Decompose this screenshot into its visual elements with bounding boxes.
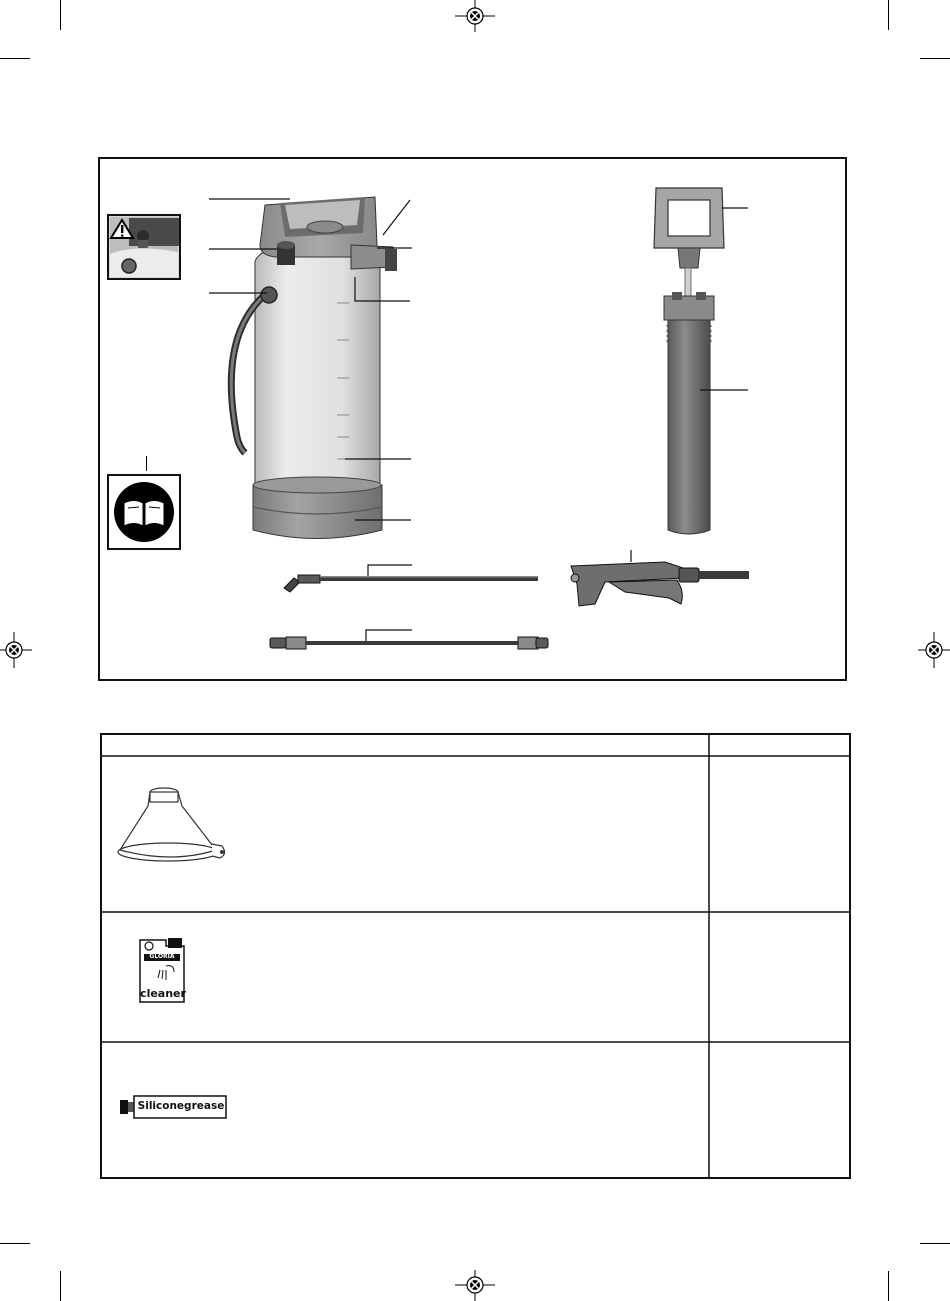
tank-callouts — [205, 185, 420, 525]
manual-book-icon — [107, 474, 181, 550]
silicone-tube-label: Siliconegrease — [137, 1100, 225, 1112]
registration-mark-icon — [918, 632, 950, 668]
cleaner-label: cleaner — [140, 987, 186, 1000]
cleaner-brand-label: GLORIA — [149, 953, 175, 960]
warning-inset — [107, 214, 181, 280]
registration-mark-icon — [0, 632, 32, 668]
pump-callouts — [700, 200, 750, 400]
callout-line — [146, 456, 147, 471]
extension-tube-illustration — [268, 620, 553, 658]
registration-mark-icon — [455, 1270, 495, 1301]
hand-valve-illustration — [565, 548, 755, 614]
spray-lance-illustration — [280, 560, 545, 600]
funnel-icon — [112, 784, 232, 874]
registration-mark-icon — [455, 0, 495, 32]
